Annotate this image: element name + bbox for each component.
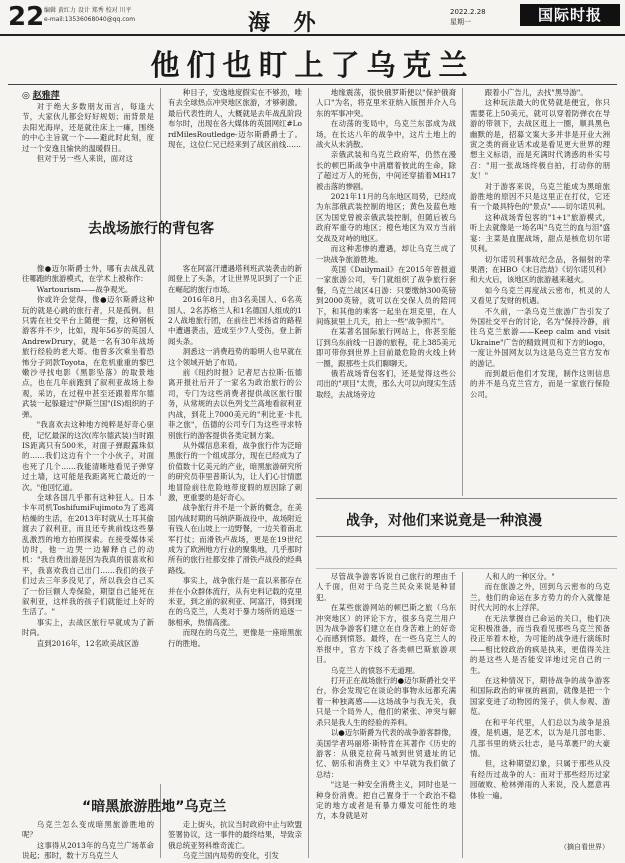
byline [22, 88, 60, 101]
paragraph: 在无法掌握自己命运的关口，他们决定积极准备，而当我看见那些乌克兰预备役正举着木枪，为可能的战争进行演练时——相比较政治的疯是执来，更值得关注的是这些人是否能安详地过完自己的一生。 [470, 613, 610, 675]
staff-credits [44, 6, 135, 24]
text-column [470, 572, 610, 801]
newspaper-logo: 国际时报 [520, 4, 620, 26]
paragraph: 走上街头，抗议当时政府中止与欧盟签署协议，这一事件的最终结果，导致亲俄总统亚努科维奇流亡。 [168, 820, 302, 850]
paragraph: 尽管战争游客诉说自己旅行的理由千人千面，但对于乌克兰民众来说是种冒犯。 [316, 572, 456, 602]
paragraph: 打开正在战场旅行的●迈尔斯爵社交平台，你会发现它在谈论的事物永远都充满着一种独离感——这场战争与我无关，我只是一个局外人，他们的紧张、冲突与解杀只是我人生的经验的养料。 [316, 676, 456, 727]
article-intro [22, 102, 154, 164]
paragraph: 而这种悲惨的遭遇，却让乌克兰成了一块战争旅游胜地。 [316, 244, 456, 264]
paragraph: 这种玩法最大的优势就是便宜，你只需要花上50美元，就可以穿着防弹衣在导游的带领下，去战区逛上一圈，顺具黑色幽默的是，招募文案大多并非是开业大洲寅之类的商业话术或是看见更大世界的理想主义标语，而是充满时代诱惑的朴实号召："用一张战场终极自拍，打动你的朋友！" [470, 98, 610, 181]
text-column [22, 820, 154, 862]
title-rule [8, 84, 617, 85]
text-column [22, 264, 154, 649]
column-divider [462, 572, 463, 858]
paragraph: 跟着小广告儿，去找"黑导游"。 [484, 88, 588, 97]
paragraph: Wartourism——战争观光。 [36, 284, 133, 294]
paragraph: 乌克兰怎么变成暗黑旅游胜地的呢？ [22, 820, 154, 840]
paragraph: 而到最后他们才发现，制作这则信息的并不是乌克兰官方，而是一家旅行保险公司。 [470, 368, 610, 399]
paragraph: 但对于另一些人来说，面对这 [36, 154, 133, 164]
paragraph: 地缘震荡，很快俄罗斯便以"保护俄裔人口"为名，将克里米亚纳入版图并介入乌东的军事冲突。 [316, 88, 456, 118]
email-line: e-mail:13536068040@qq.com [44, 16, 136, 23]
staff-line: 编辑 黄红力 设计 郑秀 校对 川平 [44, 7, 132, 14]
text-column [316, 572, 456, 822]
paragraph: 前《纽约时报》记者尼古拉斯·伍德离开报社后开了一家名为政治旅行的公司，专门为这些消费者提供战区旅行服务，从常规的去以色列戈兰高地看叙利亚内战，到花上7000美元的"利比亚·卡扎菲之旅"，伍德的公司专门为这些寻求特别旅行的游客提供各类定制方案。 [168, 368, 302, 440]
paragraph: 战争旅行并不是一个新的概念，在美国内战时期的马纳萨斯战役中，战场附近有钱人在山坡上一边野餐，一边关着南北军打仗；而滑铁卢战场，更是在19世纪成为了欧洲地方行业的聚集地，几乎那时所有的旅行社都安排了滑铁卢战役的经典路线。 [168, 503, 302, 575]
column-divider [308, 88, 309, 858]
date-text: 2022.2.28 [450, 8, 486, 16]
paragraph: 如今乌克兰再度战云密布，机灵的人又看见了发财的机遇。 [470, 285, 610, 306]
section-name: 海 外 [248, 10, 324, 36]
paragraph: 在某些旅游网站的顿巴斯之旅（乌东冲突地区）的评论下方，很多乌克兰用户因为战争游客们建立在自身苦难上的好奇心而感到愤怒。最终，在一些乌克兰人的举报中，官方下线了各类顿巴斯旅游项目。 [316, 603, 456, 665]
text-column [168, 820, 302, 862]
article-title: 他们也盯上了乌克兰 [150, 48, 475, 82]
subheading: 去战场旅行的背包客 [88, 221, 214, 237]
paragraph: 在某著名国际旅行网站上，你甚至能订到乌东前线一日游的旅程，花上385美元即可带你到世界上目前最危险的火线上转一圈，跟那些士兵们聊聊天。 [316, 327, 456, 368]
paragraph: 客在阿富汗遭遇塔利班武装袭击的新闻登上了头条，才让世界见识到了一个正在崛起的旅行市场。 [168, 264, 302, 294]
issue-date [450, 7, 486, 27]
byline-marker-icon: ◎ [22, 91, 30, 101]
paragraph: 但，这种期望幻象，只属于那些从没有经历过战争的人：而对于那些经历过家园破败、枪林弹雨的人来说，没人愿意再体验一遍。 [470, 759, 610, 800]
subheading: 战争，对他们来说竟是一种浪漫 [346, 513, 542, 529]
paragraph: 在动荡的变局中，乌克兰东部成为战场，在长达八年的战争中，这片土地上的战火从未消散。 [316, 119, 456, 150]
paragraph: 事实上，战争旅行是一直以来都存在并在小众群体流行，从有史料记载的克里米亚，到之前的叙利亚、阿富汗，得到现在的乌克兰，人类对于暴力场所的追逐一脉相承，热情高涨。 [168, 576, 302, 627]
paragraph: 你或许会觉得，像●迈尔斯爵这种玩的就是心跳的旅行者，只是孤例。但只需在社交平台上随便一搜，这种钢板游客并不少，比如，现年56岁的英国人AndrewDrury，就是一名有30年战场旅行经验的老大哥。他曾多次乘坐着恐怖分子同款Toyota，在危机重重的黎巴嫩沙寻找电影《黑影坠落》的取景地点，也在几年前跑到了叙利亚战场上参观，采访，在过程中甚至还跟着库尔德武装一起躲避过"伊斯兰国"(IS)组织的子弹。 [22, 295, 154, 419]
paragraph: 英国《Dailymail》在2015年曾报道一家旅游公司，专门就组织了战争旅行套餐，乌克兰战区4日游：只要缴纳300英镑到2000英镑，就可以在交保人员的陪同下，和其他的乘客一起坐在坦克里，在人间炼狱里上几天，拍上一些"战争照片"。 [316, 264, 456, 326]
text-column [168, 88, 302, 150]
paragraph: 像●迈尔斯爵士外，哪有去战乱就往哪跑的旅游模式，在学术上被称作： [22, 264, 154, 284]
paragraph: 2021年11月的乌东地区局势，已经成为东部俄武装控制的地区；黄色及蓝色地区为国党曾被亲俄武装控制，但随后被乌政府军重夺的地区；橙色地区为双方当前交战及对峙的地区。 [316, 192, 456, 243]
text-column [168, 264, 302, 649]
paragraph: 从外媒信息来看，战争旅行作为泛暗黑旅行的一个组成部分，现在已经成为了价值数十亿美元的产业，暗黑旅游研究所的研究员菲里普斯认为，让人们心甘情愿地冒险前往危险地带度假的原因除了刺激，更重要的是好奇心。 [168, 440, 302, 502]
paragraph: "我喜欢去这种地方纯粹是好奇心驱使，记忆最深的这次(库尔德武装)当时跟IS距离只有500米，对面子弹跟露珠似的……我们这边有个一个小伙子，对面也死了几个……我能清晰地看见子弹穿过土墙，这可能是我距离死亡最近的一次。"他回忆道。 [22, 420, 154, 492]
paragraph: 乌克兰国内局势的变化，引发 [182, 851, 279, 861]
paragraph: 俄若战场背包客们，还是觉得这些公司出的"项目"太贵，那么大可以向现实生活取经，去战场旁边 [316, 368, 456, 399]
paragraph: 种目子，安逸地度假实在不够劲，唯有去全球热点冲突地区旅游，才够刺激。最后代表性的人，大概就是去年战乱阶段布尔时，出现在各大媒体的英国网红#LordMilesRoutledge-迈尔斯爵爵士了。现在，这位仁兄已经来到了战区前线…… [168, 88, 302, 150]
column-divider [160, 88, 161, 496]
paragraph: 全球各国几乎都有这种狂人。日本卡车司机ToshifumiFujimoto为了逃离枯燥的生活，在2013年时就从土耳其偷渡去了叙利亚，而且还专挑前线这些暴乱激烈的地方拍照探索。在接受媒体采访时，他一边哭一边解释自己的动机："我自费出游是因为我真的很喜欢和平，我喜欢我自己出门……我们的孩子们过去三年多没见了，所以我会自己买了一份巨额人寿保险，期望自己能死在叙利亚，这样我的孩子们就能过上好的生活了。" [22, 492, 154, 617]
paragraph: "这是一种安全消费主义，同时也是一种身份消费。把自己置身于一个政治不稳定的地方或者是有暴力爆发可能性的地方，本身就是对 [316, 780, 456, 821]
subheading: “暗黑旅游胜地”乌克兰 [82, 799, 227, 815]
paragraph: 对于游客来说，乌克兰能成为黑暗旅游胜地的原因不只是这里正在打仗，它还有一个最具特色的"景点"——切尔诺贝利。 [470, 181, 610, 212]
paragraph: 切尔诺贝利事故纪念品，各辐射的苹果酒；在HBO《末日浩劫》《切尔诺贝利》和大火后，该地区的旅游越来越火。 [470, 254, 611, 285]
paragraph: 这种战场背包客的"1+1"旅游模式，听上去就像是一场名叫"乌克兰的血与泪"盛宴：主菜是血腥战场，甜点是核危切尔诺贝利。 [470, 212, 610, 254]
paragraph: 亲俄武装和乌克兰政府军，仍然在漫长的顿巴斯战争中消磨着彼此的生命，除了超过万人的死伤，中间还穿插着MH17被击落的惨剧。 [316, 150, 456, 191]
paragraph: 对于绝大多数朋友而言，每逢大节，大家伙儿都会好好规划；而背景是去阳光海岸，还是就往床上一瘫，围绕的中心主旨就一个——避此时此刻，度过一个安逸且愉快的温暖假日。 [22, 102, 154, 153]
section-rule [316, 568, 617, 569]
section-rule [316, 498, 617, 499]
paragraph: 在这种情况下，期待战争的战争游客和国际政治的审视的画面，就像是把一个国家变进了动物园的笼子，供人参观、游览。 [470, 676, 610, 717]
paragraph: 人和人的一种区分。" [484, 572, 555, 581]
paragraph: 不久前，一条乌克兰旅游广告引发了外国社交平台的讨论，名为"保持冷静，前往乌克兰旅游——Keep calm and visit Ukraine"广告的精致网页和下方的logo，一度让外国网友以为这是乌克兰官方发布的游记。 [470, 306, 610, 368]
paragraph: 在和平年代里，人们总以为战争是浪漫，是机遇，是艺术，以为是几部电影、几部书里的烧云壮志，是马革裹尸的大豪情。 [470, 717, 610, 758]
paragraph: 事实上，去战区旅行早就成为了新时尚。 [22, 617, 154, 638]
paragraph: 直到2016年，12名欧美战区游 [36, 638, 139, 648]
paragraph: 而在旅游之外，回到乌云密布的乌克兰，他们的命运在多方势力的介入就像是时代大河的水上浮萍。 [470, 582, 610, 613]
paragraph: 而现在的乌克兰，更像是一座暗黑旅行的胜地。 [168, 628, 302, 648]
header-rule [0, 34, 625, 36]
byline-author: 赵雅萍 [32, 91, 60, 101]
section-rule [316, 536, 617, 537]
paragraph: 洞悉这一消费趋势的聪明人也早就在这个领域开始了布局。 [168, 347, 302, 367]
weekday-text: 星期一 [450, 18, 471, 26]
paragraph: 这事得从2013年的乌克兰广场革命说起；那时，数十万乌克兰人 [22, 840, 154, 861]
paragraph: 以●迈尔斯爵为代表的战争游客群像，美国学者玛丽塔·斯特肯在其著作《历史的游客：从俄克拉荷马城到世贸遗址的记忆、朝乐和消费主义》中早就为我们做了总结： [316, 728, 456, 779]
column-divider [462, 88, 463, 496]
paragraph: 乌克兰人的愤怒不无道理。 [330, 665, 420, 675]
text-column [316, 88, 456, 400]
text-column [470, 88, 610, 400]
page-number: 22 [8, 2, 45, 32]
source-note: （摘自看世界） [560, 843, 609, 851]
paragraph: 2016年8月，由3名美国人、6名英国人、2名苏格兰人和1名德国人组成的12人战地旅行团，在前往巴米扬省的路程中遭遇袭击，造成至少7人受伤，登上新闻头条。 [168, 295, 302, 346]
